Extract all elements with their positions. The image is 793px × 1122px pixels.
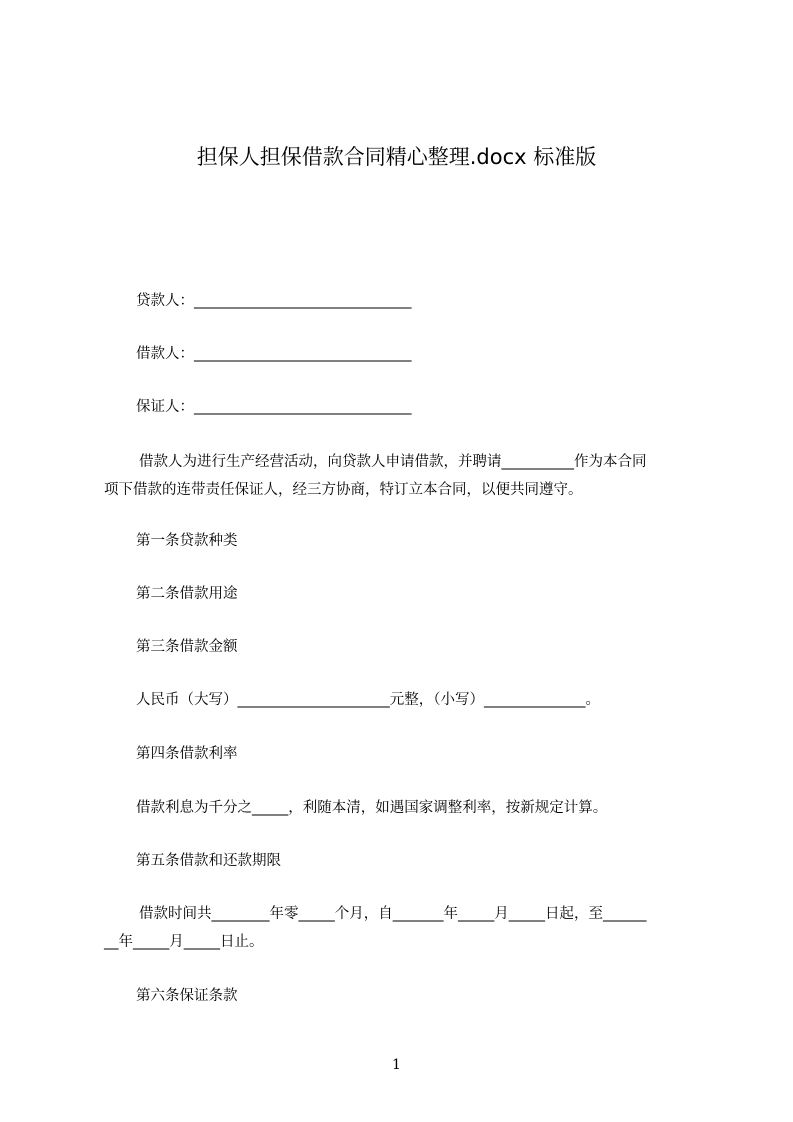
document-title: 担保人担保借款合同精心整理.docx 标准版 [196,145,597,169]
amount-line: 人民币（大写）_____________________元整，（小写）______________。 [136,692,600,708]
page-number: 1 [392,1057,401,1073]
term-line-2: __年_____月_____日止。 [104,934,264,950]
article-5-heading: 第五条借款和还款期限 [136,853,281,869]
term-line-1: 借款时间共________年零_____个月，自_______年_____月_____日起，至______ [139,906,647,922]
article-4-heading: 第四条借款利率 [136,746,238,762]
interest-line: 借款利息为千分之_____，利随本清，如遇国家调整利率，按新规定计算。 [136,800,608,816]
article-3-heading: 第三条借款金额 [136,639,238,655]
intro-paragraph-line-1: 借款人为进行生产经营活动，向贷款人申请借款，并聘请__________作为本合同 [139,454,647,470]
borrower-field: 借款人：______________________________ [136,346,412,362]
article-6-heading: 第六条保证条款 [136,988,238,1004]
lender-field: 贷款人：______________________________ [136,293,412,309]
guarantor-field: 保证人：______________________________ [136,399,412,415]
intro-paragraph-line-2: 项下借款的连带责任保证人，经三方协商，特订立本合同，以便共同遵守。 [104,482,583,498]
article-1-heading: 第一条贷款种类 [136,533,238,549]
article-2-heading: 第二条借款用途 [136,586,238,602]
